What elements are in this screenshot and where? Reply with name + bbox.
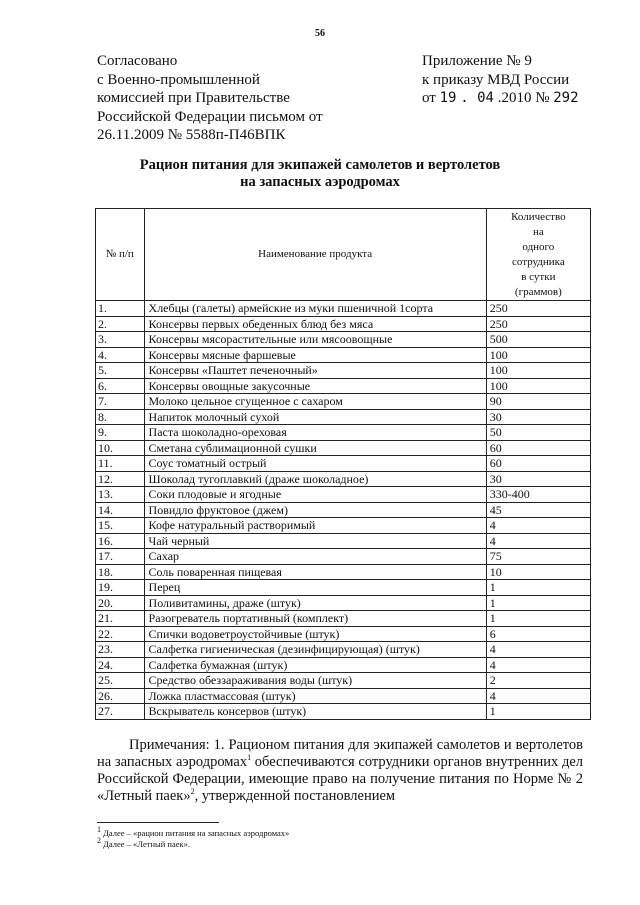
row-number: 22. (96, 626, 145, 642)
quantity: 4 (486, 642, 590, 658)
row-number: 15. (96, 518, 145, 534)
product-name: Чай черный (144, 533, 486, 549)
header-qty-line: сотрудника (511, 255, 565, 268)
table-row (96, 673, 591, 689)
header-qty-line: на (532, 225, 544, 238)
quantity: 250 (486, 301, 590, 317)
row-number: 24. (96, 657, 145, 673)
table-row (96, 533, 591, 549)
quantity: 10 (486, 564, 590, 580)
footnote-2 (97, 836, 289, 850)
product-name: Салфетка гигиеническая (дезинфицирующая) (штук) (144, 642, 486, 658)
quantity: 1 (486, 704, 590, 720)
approval-block (97, 52, 323, 145)
row-number: 9. (96, 425, 145, 441)
footnote-ref-1: 1 (247, 753, 252, 763)
quantity: 4 (486, 688, 590, 704)
product-name: Салфетка бумажная (штук) (144, 657, 486, 673)
product-name: Перец (144, 580, 486, 596)
row-number: 11. (96, 456, 145, 472)
approval-line: комиссией при Правительстве (97, 90, 290, 106)
product-name: Соус томатный острый (144, 456, 486, 472)
date-year: 2010 (501, 90, 532, 106)
quantity: 30 (486, 409, 590, 425)
product-name: Консервы первых обеденных блюд без мяса (144, 316, 486, 332)
product-name: Повидло фруктовое (джем) (144, 502, 486, 518)
ration-table (95, 208, 591, 720)
row-number: 25. (96, 673, 145, 689)
product-name: Консервы мясные фаршевые (144, 347, 486, 363)
product-name: Разогреватель портативный (комплект) (144, 611, 486, 627)
row-number: 19. (96, 580, 145, 596)
table-row (96, 502, 591, 518)
footnote-text: Далее – «Летный паек». (101, 839, 191, 849)
table-row (96, 394, 591, 410)
page-number: 56 (315, 28, 325, 39)
product-name: Поливитамины, драже (штук) (144, 595, 486, 611)
table-row (96, 332, 591, 348)
row-number: 4. (96, 347, 145, 363)
table-row (96, 704, 591, 720)
row-number: 1. (96, 301, 145, 317)
product-name: Вскрыватель консервов (штук) (144, 704, 486, 720)
row-number: 23. (96, 642, 145, 658)
footnote-1 (97, 825, 290, 839)
header-name (144, 209, 486, 301)
footnote-ref-2: 2 (190, 787, 195, 797)
quantity: 330-400 (486, 487, 590, 503)
table-row (96, 580, 591, 596)
row-number: 17. (96, 549, 145, 565)
row-number: 12. (96, 471, 145, 487)
row-number: 2. (96, 316, 145, 332)
quantity: 6 (486, 626, 590, 642)
row-number: 26. (96, 688, 145, 704)
header-num-label: № п/п (105, 248, 134, 260)
table-row (96, 611, 591, 627)
product-name: Сахар (144, 549, 486, 565)
product-name: Сметана сублимационной сушки (144, 440, 486, 456)
approval-line: Российской Федерации письмом от (97, 108, 323, 125)
product-name: Средство обеззараживания воды (штук) (144, 673, 486, 689)
approval-line: Согласовано (97, 53, 178, 69)
header-qty-line: Количество (511, 210, 566, 223)
table-row (96, 409, 591, 425)
row-number: 8. (96, 409, 145, 425)
quantity: 75 (486, 549, 590, 565)
table-row (96, 378, 591, 394)
header-name-label: Наименование продукта (258, 248, 373, 260)
product-name: Хлебцы (галеты) армейские из муки пшеничной 1сорта (144, 301, 486, 317)
quantity: 50 (486, 425, 590, 441)
approval-line: с Военно-промышленной (97, 71, 260, 88)
row-number: 7. (96, 394, 145, 410)
table-row (96, 564, 591, 580)
quantity: 90 (486, 394, 590, 410)
date-day: 19 (439, 90, 457, 106)
row-number: 27. (96, 704, 145, 720)
product-name: Паста шоколадно-ореховая (144, 425, 486, 441)
table-row (96, 518, 591, 534)
order-number: 292 (553, 90, 579, 106)
quantity: 250 (486, 316, 590, 332)
document-title (0, 157, 640, 191)
product-name: Консервы овощные закусочные (144, 378, 486, 394)
footnote-mark: 2 (97, 836, 101, 846)
table-header-row (96, 209, 591, 301)
footnote-divider (97, 822, 219, 823)
appendix-date-line (422, 89, 579, 108)
row-number: 13. (96, 487, 145, 503)
appendix-block (422, 52, 579, 108)
row-number: 14. (96, 502, 145, 518)
table-row (96, 456, 591, 472)
quantity: 1 (486, 595, 590, 611)
quantity: 45 (486, 502, 590, 518)
title-line-1: Рацион питания для экипажей самолетов и вертолетов (139, 157, 501, 173)
table-row (96, 626, 591, 642)
row-number: 3. (96, 332, 145, 348)
note-text: , утвержденной постановлением (194, 788, 396, 804)
row-number: 16. (96, 533, 145, 549)
appendix-order: к приказу МВД России (422, 71, 570, 88)
quantity: 100 (486, 378, 590, 394)
table-row (96, 595, 591, 611)
quantity: 4 (486, 533, 590, 549)
date-separator: . (497, 90, 502, 106)
product-name: Соль поваренная пищевая (144, 564, 486, 580)
note-text: обеспечиваются сотрудники органов внутренних дел Российской Федерации, имеющие право на получение питания по Норме № 2 «Летный паек» (97, 754, 583, 804)
header-qty-line: (граммов) (514, 285, 562, 298)
date-prefix: от (422, 90, 436, 106)
quantity: 60 (486, 456, 590, 472)
table-row (96, 688, 591, 704)
quantity: 4 (486, 657, 590, 673)
table-row (96, 425, 591, 441)
table-row (96, 316, 591, 332)
date-month: 04 (477, 90, 494, 106)
approval-line: 26.11.2009 № 5588п-П46ВПК (97, 127, 286, 143)
number-prefix: № (535, 90, 550, 106)
quantity: 500 (486, 332, 590, 348)
product-name: Напиток молочный сухой (144, 409, 486, 425)
quantity: 60 (486, 440, 590, 456)
notes-paragraph (97, 737, 583, 805)
header-qty-line: в сутки (521, 270, 556, 283)
header-qty-line: одного (522, 240, 555, 253)
row-number: 6. (96, 378, 145, 394)
quantity: 100 (486, 363, 590, 379)
footnote-mark: 1 (97, 825, 101, 835)
row-number: 20. (96, 595, 145, 611)
header-qty (486, 209, 590, 301)
row-number: 10. (96, 440, 145, 456)
quantity: 4 (486, 518, 590, 534)
note-1 (97, 737, 583, 805)
table-row (96, 471, 591, 487)
table-row (96, 657, 591, 673)
table-row (96, 549, 591, 565)
product-name: Консервы мясорастительные или мясоовощные (144, 332, 486, 348)
product-name: Шоколад тугоплавкий (драже шоколадное) (144, 471, 486, 487)
table-row (96, 301, 591, 317)
product-name: Молоко цельное сгущенное с сахаром (144, 394, 486, 410)
date-separator: . (460, 90, 478, 106)
product-name: Кофе натуральный растворимый (144, 518, 486, 534)
product-name: Ложка пластмассовая (штук) (144, 688, 486, 704)
quantity: 1 (486, 611, 590, 627)
table-row (96, 642, 591, 658)
product-name: Спички водоветроустойчивые (штук) (144, 626, 486, 642)
table-body (96, 301, 591, 720)
quantity: 30 (486, 471, 590, 487)
product-name: Консервы «Паштет печеночный» (144, 363, 486, 379)
header-num (96, 209, 145, 301)
quantity: 100 (486, 347, 590, 363)
row-number: 18. (96, 564, 145, 580)
note-text: Примечания: 1. Рационом питания для экипажей самолетов и вертолетов на запасных аэродромах (97, 737, 583, 770)
row-number: 21. (96, 611, 145, 627)
product-name: Соки плодовые и ягодные (144, 487, 486, 503)
quantity: 2 (486, 673, 590, 689)
appendix-title: Приложение № 9 (422, 53, 532, 69)
row-number: 5. (96, 363, 145, 379)
table-row (96, 440, 591, 456)
quantity: 1 (486, 580, 590, 596)
title-line-2: на запасных аэродромах (240, 174, 400, 190)
footnote-text: Далее – «рацион питания на запасных аэродромах» (101, 828, 290, 838)
footnotes (97, 825, 290, 850)
table-row (96, 487, 591, 503)
table-row (96, 347, 591, 363)
table-row (96, 363, 591, 379)
